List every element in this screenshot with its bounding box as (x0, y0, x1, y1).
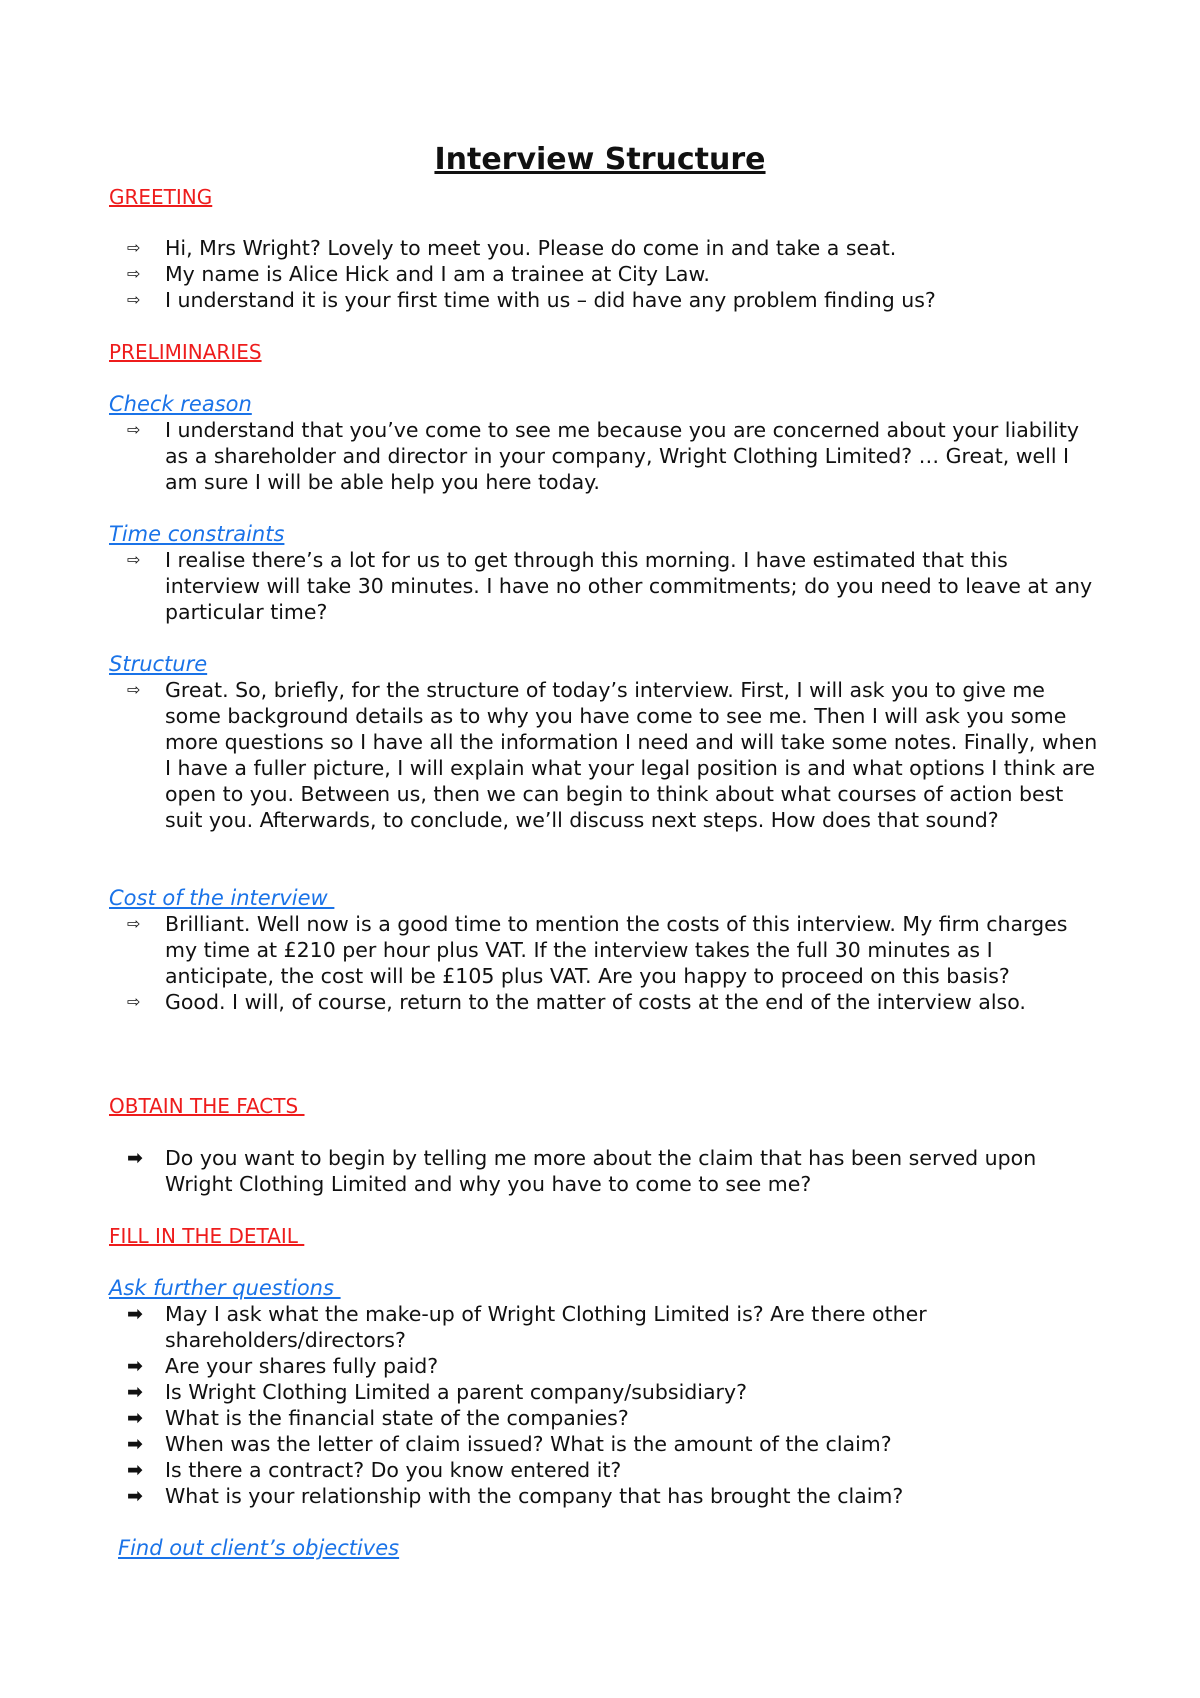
section-heading-preliminaries: PRELIMINARIES (109, 340, 262, 364)
list-item: ⇨ I understand it is your first time with us – did have any problem finding us? (127, 288, 936, 312)
list-item: ➡ May I ask what the make-up of Wright Clothing Limited is? Are there other shareholders/directors? (127, 1302, 927, 1352)
list-item: ⇨ I understand that you’ve come to see me because you are concerned about your liability as a shareholder and director in your company, Wright Clothing Limited? … Great, well I am sure I will be able help you here today. (127, 418, 1080, 494)
subheading-structure: Structure (109, 652, 208, 676)
greeting-list (0, 235, 1200, 313)
subheading-cost-of-interview: Cost of the interview (109, 886, 335, 910)
list-item: ➡ Is Wright Clothing Limited a parent company/subsidiary? (127, 1380, 747, 1404)
arrow-solid-icon: ➡ (127, 1459, 143, 1481)
check-reason-list (0, 417, 1200, 495)
subheading-ask-further-questions: Ask further questions (109, 1276, 341, 1300)
list-item: ➡ Do you want to begin by telling me more about the claim that has been served upon Wright Clothing Limited and why you have to come to see me? (127, 1146, 1037, 1196)
arrow-solid-icon: ➡ (127, 1355, 143, 1377)
arrow-outline-icon: ⇨ (127, 992, 141, 1011)
arrow-solid-icon: ➡ (127, 1147, 143, 1169)
time-constraints-list (0, 547, 1200, 625)
arrow-outline-icon: ⇨ (127, 680, 141, 699)
arrow-outline-icon: ⇨ (127, 420, 141, 439)
list-item: ⇨ My name is Alice Hick and I am a trainee at City Law. (127, 262, 710, 286)
list-item: ⇨ I realise there’s a lot for us to get through this morning. I have estimated that this interview will take 30 minutes. I have no other commitments; do you need to leave at any particular time? (127, 548, 1093, 624)
arrow-solid-icon: ➡ (127, 1381, 143, 1403)
structure-list (0, 677, 1200, 833)
subheading-check-reason: Check reason (109, 392, 252, 416)
arrow-outline-icon: ⇨ (127, 914, 141, 933)
list-item: ➡ Is there a contract? Do you know entered it? (127, 1458, 622, 1482)
arrow-outline-icon: ⇨ (127, 264, 141, 283)
list-item: ⇨ Hi, Mrs Wright? Lovely to meet you. Please do come in and take a seat. (127, 236, 897, 260)
arrow-outline-icon: ⇨ (127, 290, 141, 309)
arrow-solid-icon: ➡ (127, 1303, 143, 1325)
subheading-time-constraints: Time constraints (109, 522, 285, 546)
list-item: ⇨ Brilliant. Well now is a good time to mention the costs of this interview. My firm charges my time at £210 per hour plus VAT. If the interview takes the full 30 minutes as I anticipate, the cost will be £105 plus VAT. Are you happy to proceed on this basis? (127, 912, 1068, 988)
list-item: ➡ When was the letter of claim issued? What is the amount of the claim? (127, 1432, 892, 1456)
list-item: ➡ Are your shares fully paid? (127, 1354, 439, 1378)
list-item: ⇨ Good. I will, of course, return to the matter of costs at the end of the interview also. (127, 990, 1026, 1014)
section-heading-greeting: GREETING (109, 185, 213, 209)
arrow-outline-icon: ⇨ (127, 550, 141, 569)
list-item: ⇨ Great. So, briefly, for the structure of today’s interview. First, I will ask you to give me some background details as to why you have come to see me. Then I will ask you some more questions so I have all the information I need and will take some notes. Finally, when I have a fuller picture, I will explain what your legal position is and what options I think are open to you. Between us, then we can begin to think about what courses of action best suit you. Afterwards, to conclude, we’ll discuss next steps. How does that sound? (127, 678, 1098, 832)
arrow-outline-icon: ⇨ (127, 238, 141, 257)
cost-list (0, 911, 1200, 1015)
further-questions-list (0, 1301, 1200, 1509)
section-heading-obtain-facts: OBTAIN THE FACTS (109, 1094, 305, 1118)
obtain-facts-list (0, 1145, 1200, 1197)
section-heading-fill-detail: FILL IN THE DETAIL (109, 1224, 305, 1248)
arrow-solid-icon: ➡ (127, 1433, 143, 1455)
arrow-solid-icon: ➡ (127, 1485, 143, 1507)
list-item: ➡ What is your relationship with the company that has brought the claim? (127, 1484, 904, 1508)
subheading-client-objectives: Find out client’s objectives (118, 1536, 400, 1560)
arrow-solid-icon: ➡ (127, 1407, 143, 1429)
list-item: ➡ What is the financial state of the companies? (127, 1406, 629, 1430)
page-title: Interview Structure (434, 142, 766, 177)
